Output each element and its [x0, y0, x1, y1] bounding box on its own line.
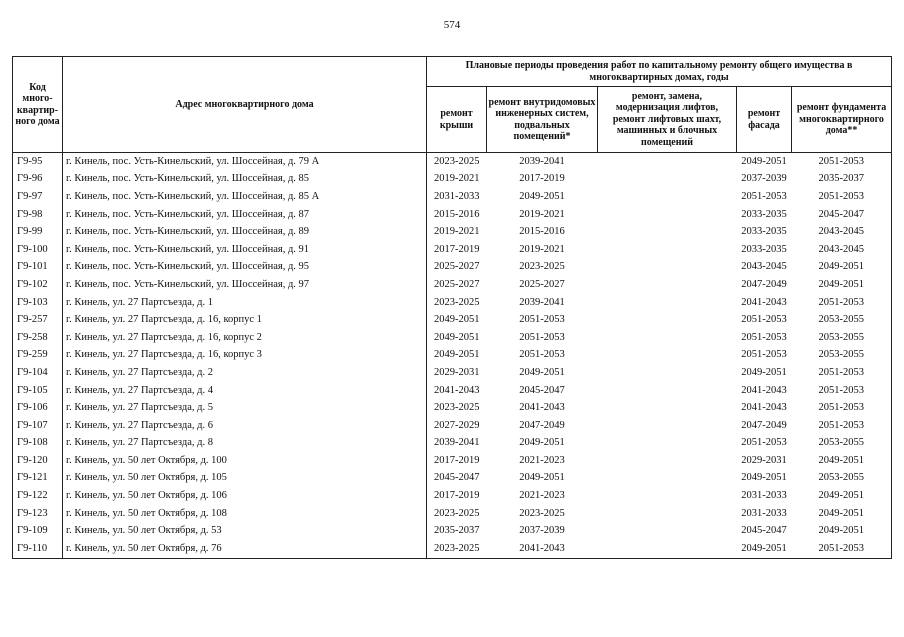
- cell-address: г. Кинель, пос. Усть-Кинельский, ул. Шоссейная, д. 97: [63, 276, 427, 294]
- cell-lifts: [598, 487, 737, 505]
- cell-code: Г9-97: [13, 188, 63, 206]
- cell-foundation: 2049-2051: [792, 505, 892, 523]
- cell-address: г. Кинель, ул. 27 Партсъезда, д. 1: [63, 294, 427, 312]
- cell-foundation: 2043-2045: [792, 223, 892, 241]
- table-row: [13, 259, 892, 277]
- cell-code: Г9-99: [13, 223, 63, 241]
- cell-roof: 2025-2027: [434, 278, 480, 290]
- cell-roof: 2019-2021: [434, 173, 480, 185]
- cell-foundation: 2043-2045: [792, 241, 892, 259]
- cell-roof: 2015-2016: [434, 208, 480, 220]
- header-foundation: ремонт фундамента многоквартирного дома**: [792, 87, 892, 153]
- cell-code: Г9-258: [13, 329, 63, 347]
- cell-code: Г9-104: [13, 364, 63, 382]
- cell-address: г. Кинель, пос. Усть-Кинельский, ул. Шоссейная, д. 95: [63, 259, 427, 277]
- cell-roof: 2049-2051: [434, 331, 480, 343]
- repair-schedule-table: [12, 56, 892, 559]
- cell-systems: 2021-2023: [519, 490, 565, 502]
- table-row: [13, 399, 892, 417]
- cell-foundation: 2051-2053: [792, 540, 892, 558]
- cell-code: Г9-96: [13, 171, 63, 189]
- cell-facade: 2033-2035: [741, 226, 787, 238]
- cell-address: г. Кинель, пос. Усть-Кинельский, ул. Шоссейная, д. 91: [63, 241, 427, 259]
- table-row: [13, 347, 892, 365]
- cell-address: г. Кинель, ул. 27 Партсъезда, д. 4: [63, 382, 427, 400]
- cell-systems: 2021-2023: [519, 454, 565, 466]
- table-row: [13, 540, 892, 558]
- cell-lifts: [598, 188, 737, 206]
- cell-facade: 2041-2043: [741, 296, 787, 308]
- table-row: [13, 382, 892, 400]
- cell-code: Г9-95: [13, 153, 63, 171]
- cell-roof: 2035-2037: [434, 525, 480, 537]
- cell-systems: 2049-2051: [519, 472, 565, 484]
- cell-facade: 2029-2031: [741, 454, 787, 466]
- cell-lifts: [598, 206, 737, 224]
- cell-lifts: [598, 276, 737, 294]
- table-row: [13, 329, 892, 347]
- cell-facade: 2033-2035: [741, 243, 787, 255]
- header-engineering-systems: ремонт внутридомовых инженерных систем, подвальных помещений*: [487, 87, 598, 153]
- cell-facade: 2031-2033: [741, 490, 787, 502]
- cell-facade: 2047-2049: [741, 278, 787, 290]
- cell-lifts: [598, 452, 737, 470]
- cell-systems: 2017-2019: [519, 173, 565, 185]
- cell-systems: 2051-2053: [519, 349, 565, 361]
- cell-address: г. Кинель, ул. 27 Партсъезда, д. 16, корпус 3: [63, 347, 427, 365]
- cell-lifts: [598, 259, 737, 277]
- table-row: [13, 294, 892, 312]
- cell-code: Г9-101: [13, 259, 63, 277]
- cell-roof: 2017-2019: [434, 454, 480, 466]
- cell-foundation: 2049-2051: [792, 487, 892, 505]
- cell-facade: 2051-2053: [741, 190, 787, 202]
- cell-roof: 2019-2021: [434, 226, 480, 238]
- cell-code: Г9-98: [13, 206, 63, 224]
- cell-lifts: [598, 540, 737, 558]
- cell-lifts: [598, 364, 737, 382]
- cell-lifts: [598, 153, 737, 171]
- cell-foundation: 2051-2053: [792, 399, 892, 417]
- cell-systems: 2015-2016: [519, 226, 565, 238]
- cell-systems: 2019-2021: [519, 243, 565, 255]
- header-code: Код много-квартир-ного дома: [13, 57, 63, 153]
- cell-roof: 2049-2051: [434, 314, 480, 326]
- cell-foundation: 2053-2055: [792, 329, 892, 347]
- table-row: [13, 417, 892, 435]
- table-row: [13, 153, 892, 171]
- cell-lifts: [598, 223, 737, 241]
- cell-foundation: 2049-2051: [792, 276, 892, 294]
- cell-systems: 2045-2047: [519, 384, 565, 396]
- cell-facade: 2049-2051: [741, 472, 787, 484]
- table-row: [13, 188, 892, 206]
- cell-roof: 2023-2025: [434, 296, 480, 308]
- table-row: [13, 487, 892, 505]
- cell-systems: 2019-2021: [519, 208, 565, 220]
- cell-address: г. Кинель, ул. 50 лет Октября, д. 108: [63, 505, 427, 523]
- cell-address: г. Кинель, пос. Усть-Кинельский, ул. Шоссейная, д. 87: [63, 206, 427, 224]
- cell-foundation: 2035-2037: [792, 171, 892, 189]
- cell-code: Г9-257: [13, 311, 63, 329]
- cell-foundation: 2053-2055: [792, 470, 892, 488]
- cell-facade: 2049-2051: [741, 366, 787, 378]
- table-row: [13, 276, 892, 294]
- cell-address: г. Кинель, ул. 50 лет Октября, д. 105: [63, 470, 427, 488]
- cell-code: Г9-109: [13, 522, 63, 540]
- cell-facade: 2049-2051: [741, 155, 787, 167]
- cell-lifts: [598, 522, 737, 540]
- cell-roof: 2041-2043: [434, 384, 480, 396]
- cell-foundation: 2051-2053: [792, 364, 892, 382]
- cell-foundation: 2049-2051: [792, 259, 892, 277]
- cell-address: г. Кинель, ул. 50 лет Октября, д. 76: [63, 540, 427, 558]
- cell-facade: 2045-2047: [741, 525, 787, 537]
- cell-foundation: 2053-2055: [792, 435, 892, 453]
- cell-address: г. Кинель, пос. Усть-Кинельский, ул. Шоссейная, д. 85: [63, 171, 427, 189]
- header-lifts: ремонт, замена, модернизация лифтов, ремонт лифтовых шахт, машинных и блочных помещений: [598, 87, 737, 153]
- cell-systems: 2049-2051: [519, 190, 565, 202]
- cell-roof: 2039-2041: [434, 437, 480, 449]
- cell-facade: 2051-2053: [741, 314, 787, 326]
- cell-code: Г9-108: [13, 435, 63, 453]
- table-row: [13, 470, 892, 488]
- cell-systems: 2025-2027: [519, 278, 565, 290]
- cell-roof: 2023-2025: [434, 402, 480, 414]
- table-row: [13, 311, 892, 329]
- cell-address: г. Кинель, ул. 27 Партсъезда, д. 5: [63, 399, 427, 417]
- cell-roof: 2017-2019: [434, 490, 480, 502]
- cell-facade: 2033-2035: [741, 208, 787, 220]
- cell-lifts: [598, 505, 737, 523]
- cell-lifts: [598, 347, 737, 365]
- cell-code: Г9-110: [13, 540, 63, 558]
- cell-foundation: 2051-2053: [792, 382, 892, 400]
- table-row: [13, 522, 892, 540]
- cell-lifts: [598, 329, 737, 347]
- cell-systems: 2049-2051: [519, 437, 565, 449]
- table-row: [13, 435, 892, 453]
- table-row: [13, 505, 892, 523]
- cell-lifts: [598, 399, 737, 417]
- cell-code: Г9-120: [13, 452, 63, 470]
- cell-systems: 2041-2043: [487, 540, 598, 558]
- cell-code: Г9-106: [13, 399, 63, 417]
- cell-address: г. Кинель, ул. 27 Партсъезда, д. 16, корпус 1: [63, 311, 427, 329]
- cell-foundation: 2051-2053: [792, 153, 892, 171]
- cell-roof: 2023-2025: [434, 507, 480, 519]
- cell-address: г. Кинель, ул. 27 Партсъезда, д. 16, корпус 2: [63, 329, 427, 347]
- cell-address: г. Кинель, ул. 27 Партсъезда, д. 8: [63, 435, 427, 453]
- cell-roof: 2031-2033: [434, 190, 480, 202]
- cell-code: Г9-121: [13, 470, 63, 488]
- cell-foundation: 2053-2055: [792, 311, 892, 329]
- cell-address: г. Кинель, пос. Усть-Кинельский, ул. Шоссейная, д. 85 А: [63, 188, 427, 206]
- header-planned-periods: Плановые периоды проведения работ по капитальному ремонту общего имущества в многоквартирных домах, годы: [427, 57, 892, 87]
- cell-systems: 2023-2025: [519, 507, 565, 519]
- cell-foundation: 2051-2053: [792, 188, 892, 206]
- cell-lifts: [598, 171, 737, 189]
- cell-facade: 2041-2043: [741, 384, 787, 396]
- table-row: [13, 171, 892, 189]
- cell-address: г. Кинель, ул. 50 лет Октября, д. 53: [63, 522, 427, 540]
- cell-code: Г9-122: [13, 487, 63, 505]
- cell-systems: 2051-2053: [519, 331, 565, 343]
- cell-foundation: 2045-2047: [792, 206, 892, 224]
- cell-foundation: 2049-2051: [792, 452, 892, 470]
- cell-systems: 2023-2025: [519, 261, 565, 273]
- cell-systems: 2049-2051: [519, 366, 565, 378]
- header-roof: ремонт крыши: [427, 87, 487, 153]
- cell-lifts: [598, 382, 737, 400]
- cell-lifts: [598, 294, 737, 312]
- cell-roof: 2027-2029: [434, 419, 480, 431]
- table-row: [13, 241, 892, 259]
- cell-code: Г9-123: [13, 505, 63, 523]
- cell-systems: 2041-2043: [519, 402, 565, 414]
- cell-facade: 2031-2033: [741, 507, 787, 519]
- page-number: 574: [443, 19, 461, 31]
- cell-facade: 2041-2043: [741, 402, 787, 414]
- table-row: [13, 452, 892, 470]
- cell-systems: 2039-2041: [519, 155, 565, 167]
- table-row: [13, 364, 892, 382]
- cell-code: Г9-105: [13, 382, 63, 400]
- cell-code: Г9-259: [13, 347, 63, 365]
- cell-code: Г9-107: [13, 417, 63, 435]
- cell-foundation: 2049-2051: [792, 522, 892, 540]
- cell-address: г. Кинель, ул. 50 лет Октября, д. 100: [63, 452, 427, 470]
- cell-facade: 2047-2049: [741, 419, 787, 431]
- cell-roof: 2025-2027: [434, 261, 480, 273]
- cell-address: г. Кинель, ул. 50 лет Октября, д. 106: [63, 487, 427, 505]
- header-facade: ремонт фасада: [737, 87, 792, 153]
- cell-foundation: 2051-2053: [792, 417, 892, 435]
- cell-address: г. Кинель, ул. 27 Партсъезда, д. 2: [63, 364, 427, 382]
- cell-address: г. Кинель, пос. Усть-Кинельский, ул. Шоссейная, д. 89: [63, 223, 427, 241]
- cell-lifts: [598, 470, 737, 488]
- header-address: Адрес многоквартирного дома: [63, 57, 427, 153]
- cell-roof: 2049-2051: [434, 349, 480, 361]
- cell-address: г. Кинель, пос. Усть-Кинельский, ул. Шоссейная, д. 79 А: [63, 153, 427, 171]
- cell-systems: 2047-2049: [519, 419, 565, 431]
- cell-roof: 2023-2025: [434, 155, 480, 167]
- cell-facade: 2051-2053: [741, 349, 787, 361]
- cell-lifts: [598, 311, 737, 329]
- cell-code: Г9-102: [13, 276, 63, 294]
- cell-roof: 2045-2047: [434, 472, 480, 484]
- cell-code: Г9-100: [13, 241, 63, 259]
- cell-foundation: 2053-2055: [792, 347, 892, 365]
- cell-systems: 2039-2041: [519, 296, 565, 308]
- cell-foundation: 2051-2053: [792, 294, 892, 312]
- cell-roof: 2029-2031: [434, 366, 480, 378]
- cell-facade: 2049-2051: [737, 540, 792, 558]
- cell-code: Г9-103: [13, 294, 63, 312]
- cell-facade: 2037-2039: [741, 173, 787, 185]
- cell-facade: 2051-2053: [741, 437, 787, 449]
- table-row: [13, 223, 892, 241]
- cell-roof: 2017-2019: [434, 243, 480, 255]
- cell-systems: 2051-2053: [519, 314, 565, 326]
- table-body: [13, 153, 892, 559]
- cell-facade: 2043-2045: [741, 261, 787, 273]
- cell-address: г. Кинель, ул. 27 Партсъезда, д. 6: [63, 417, 427, 435]
- cell-facade: 2051-2053: [741, 331, 787, 343]
- cell-roof: 2023-2025: [427, 540, 487, 558]
- cell-lifts: [598, 417, 737, 435]
- cell-systems: 2037-2039: [519, 525, 565, 537]
- cell-lifts: [598, 435, 737, 453]
- table-row: [13, 206, 892, 224]
- cell-lifts: [598, 241, 737, 259]
